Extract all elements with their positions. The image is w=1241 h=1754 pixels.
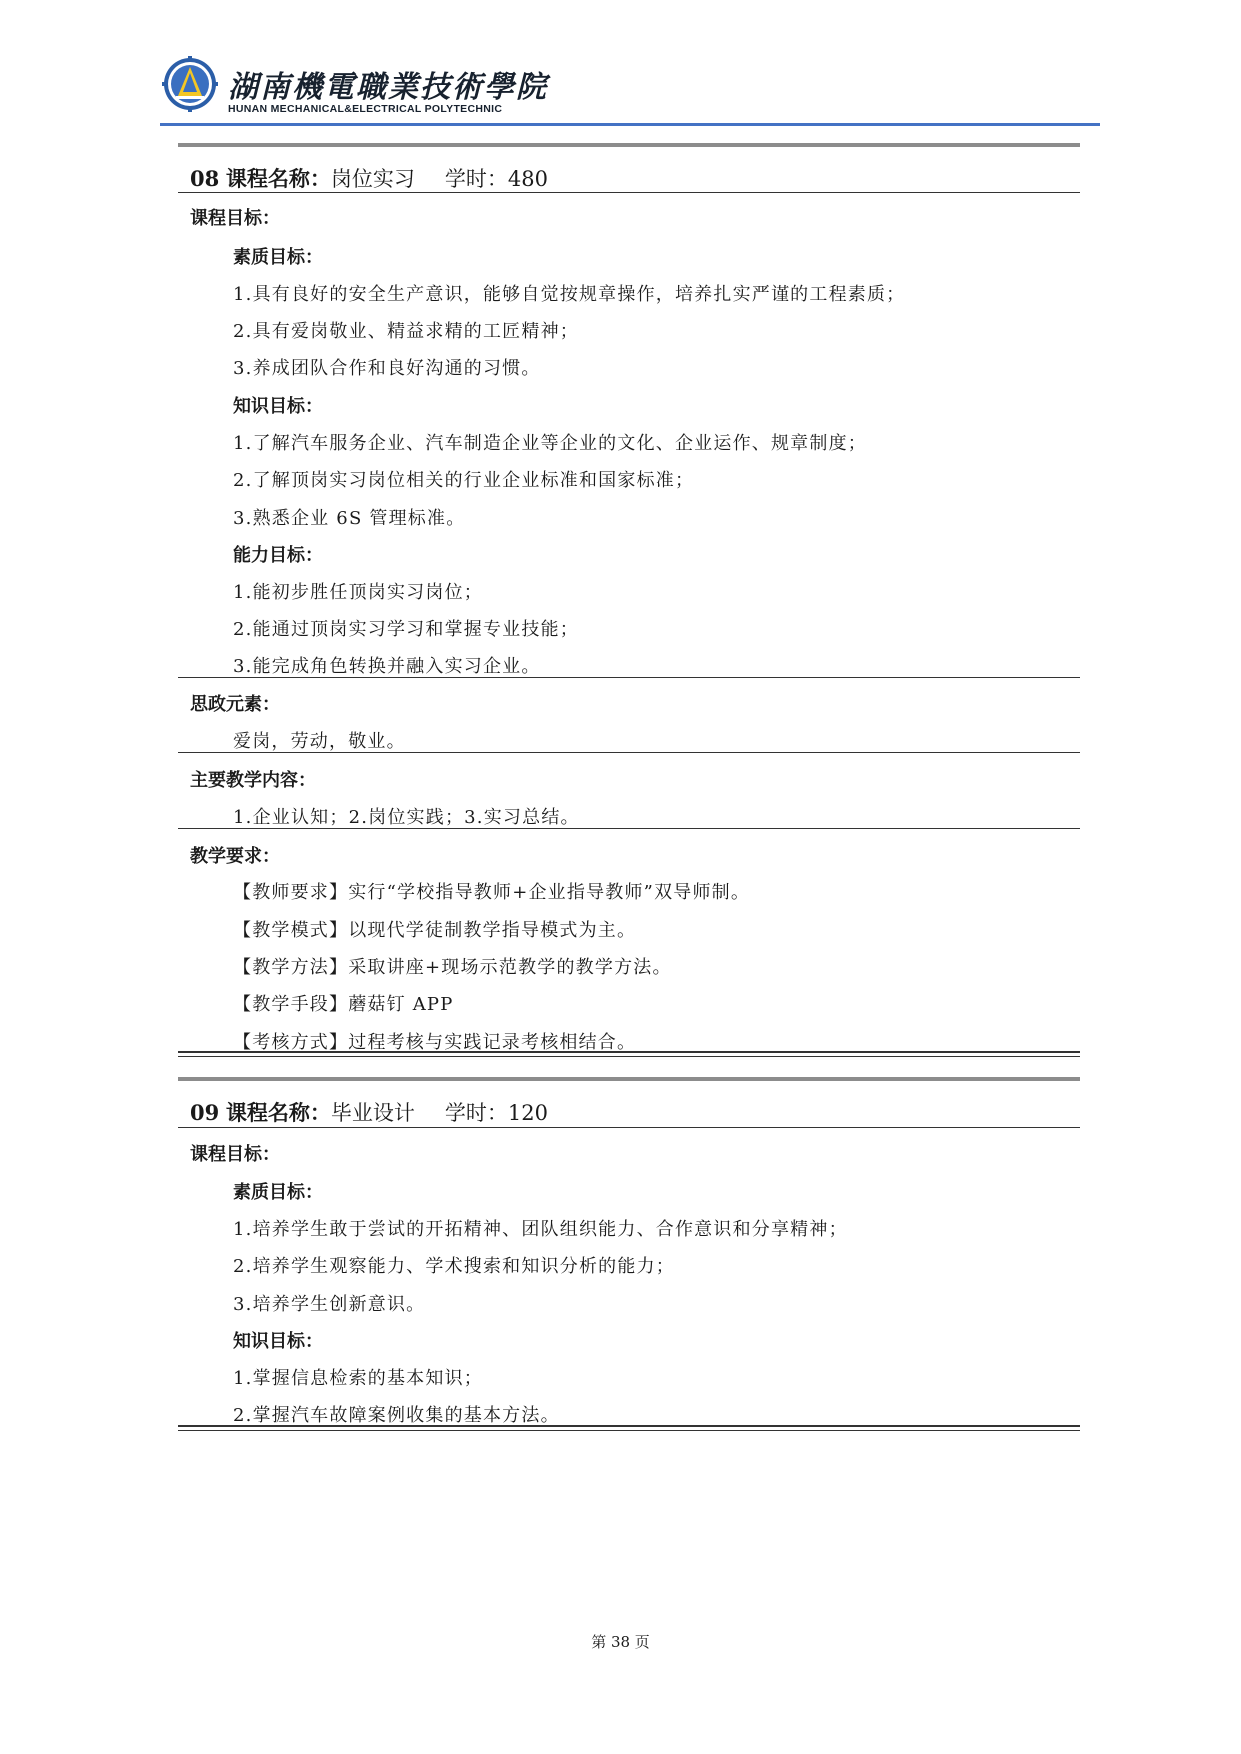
ability-goal-item: 3.能完成角色转换并融入实习企业。 <box>233 656 541 677</box>
course-bottom-rule <box>178 1425 1080 1431</box>
quality-goal-item: 2.培养学生观察能力、学术搜索和知识分析的能力； <box>233 1256 675 1277</box>
divider <box>178 677 1080 678</box>
teaching-requirements-heading: 教学要求： <box>190 846 280 867</box>
course-name-label: 课程名称： <box>225 166 331 191</box>
teaching-content-text: 1.企业认知；2.岗位实践；3.实习总结。 <box>233 807 580 828</box>
hours-label: 学时： <box>444 167 508 191</box>
header-divider <box>160 123 1100 126</box>
knowledge-goal-item: 1.了解汽车服务企业、汽车制造企业等企业的文化、企业运作、规章制度； <box>233 433 867 454</box>
requirement-item: 【考核方式】过程考核与实践记录考核相结合。 <box>233 1032 637 1053</box>
divider <box>178 828 1080 829</box>
ability-goal-item: 2.能通过顶岗实习学习和掌握专业技能； <box>233 619 579 640</box>
knowledge-goal-item: 2.了解顶岗实习岗位相关的行业企业标准和国家标准； <box>233 470 695 491</box>
course-top-rule <box>178 1077 1080 1081</box>
quality-goals-heading: 素质目标： <box>233 1182 323 1203</box>
school-name-en: HUNAN MECHANICAL&ELECTRICAL POLYTECHNIC <box>228 103 503 115</box>
ideology-text: 爱岗，劳动，敬业。 <box>233 731 406 752</box>
knowledge-goals-heading: 知识目标： <box>233 1331 323 1352</box>
course-number: 09 <box>190 1100 220 1125</box>
quality-goal-item: 2.具有爱岗敬业、精益求精的工匠精神； <box>233 321 579 342</box>
requirement-item: 【教师要求】实行“学校指导教师+企业指导教师”双导师制。 <box>233 882 751 903</box>
course-name: 毕业设计 <box>330 1101 415 1125</box>
teaching-content-heading: 主要教学内容： <box>190 770 316 791</box>
knowledge-goal-item: 3.熟悉企业 6S 管理标准。 <box>233 508 466 529</box>
page-header <box>158 40 1088 130</box>
knowledge-goal-item: 2.掌握汽车故障案例收集的基本方法。 <box>233 1405 560 1426</box>
course-bottom-rule <box>178 1051 1080 1057</box>
knowledge-goal-item: 1.掌握信息检索的基本知识； <box>233 1368 483 1389</box>
quality-goals-heading: 素质目标： <box>233 247 323 268</box>
course-number: 08 <box>190 166 220 191</box>
school-emblem-icon <box>162 56 218 112</box>
hours-label: 学时： <box>444 1101 508 1125</box>
hours-value: 120 <box>507 1101 549 1125</box>
requirement-item: 【教学模式】以现代学徒制教学指导模式为主。 <box>233 920 637 941</box>
page-number: 第 38 页 <box>591 1633 650 1651</box>
quality-goal-item: 1.培养学生敢于尝试的开拓精神、团队组织能力、合作意识和分享精神； <box>233 1219 848 1240</box>
requirement-item: 【教学手段】蘑菇钉 APP <box>233 994 454 1015</box>
quality-goal-item: 3.培养学生创新意识。 <box>233 1294 426 1315</box>
school-name-cn: 湖南機電職業技術學院 <box>228 70 548 105</box>
divider <box>178 192 1080 193</box>
quality-goal-item: 1.具有良好的安全生产意识，能够自觉按规章操作，培养扎实严谨的工程素质； <box>233 284 906 305</box>
requirement-item: 【教学方法】采取讲座+现场示范教学的教学方法。 <box>233 957 672 978</box>
course-name-label: 课程名称： <box>225 1100 331 1125</box>
course-name: 岗位实习 <box>330 167 415 191</box>
knowledge-goals-heading: 知识目标： <box>233 396 323 417</box>
divider <box>178 1127 1080 1128</box>
course-08-title <box>190 163 548 193</box>
course-top-rule <box>178 143 1080 147</box>
section-goals-heading: 课程目标： <box>190 208 280 229</box>
ability-goals-heading: 能力目标： <box>233 545 323 566</box>
quality-goal-item: 3.养成团队合作和良好沟通的习惯。 <box>233 358 541 379</box>
ability-goal-item: 1.能初步胜任顶岗实习岗位； <box>233 582 483 603</box>
hours-value: 480 <box>507 167 549 191</box>
ideology-heading: 思政元素： <box>190 694 280 715</box>
divider <box>178 752 1080 753</box>
course-09-title <box>190 1097 548 1127</box>
section-goals-heading: 课程目标： <box>190 1144 280 1165</box>
